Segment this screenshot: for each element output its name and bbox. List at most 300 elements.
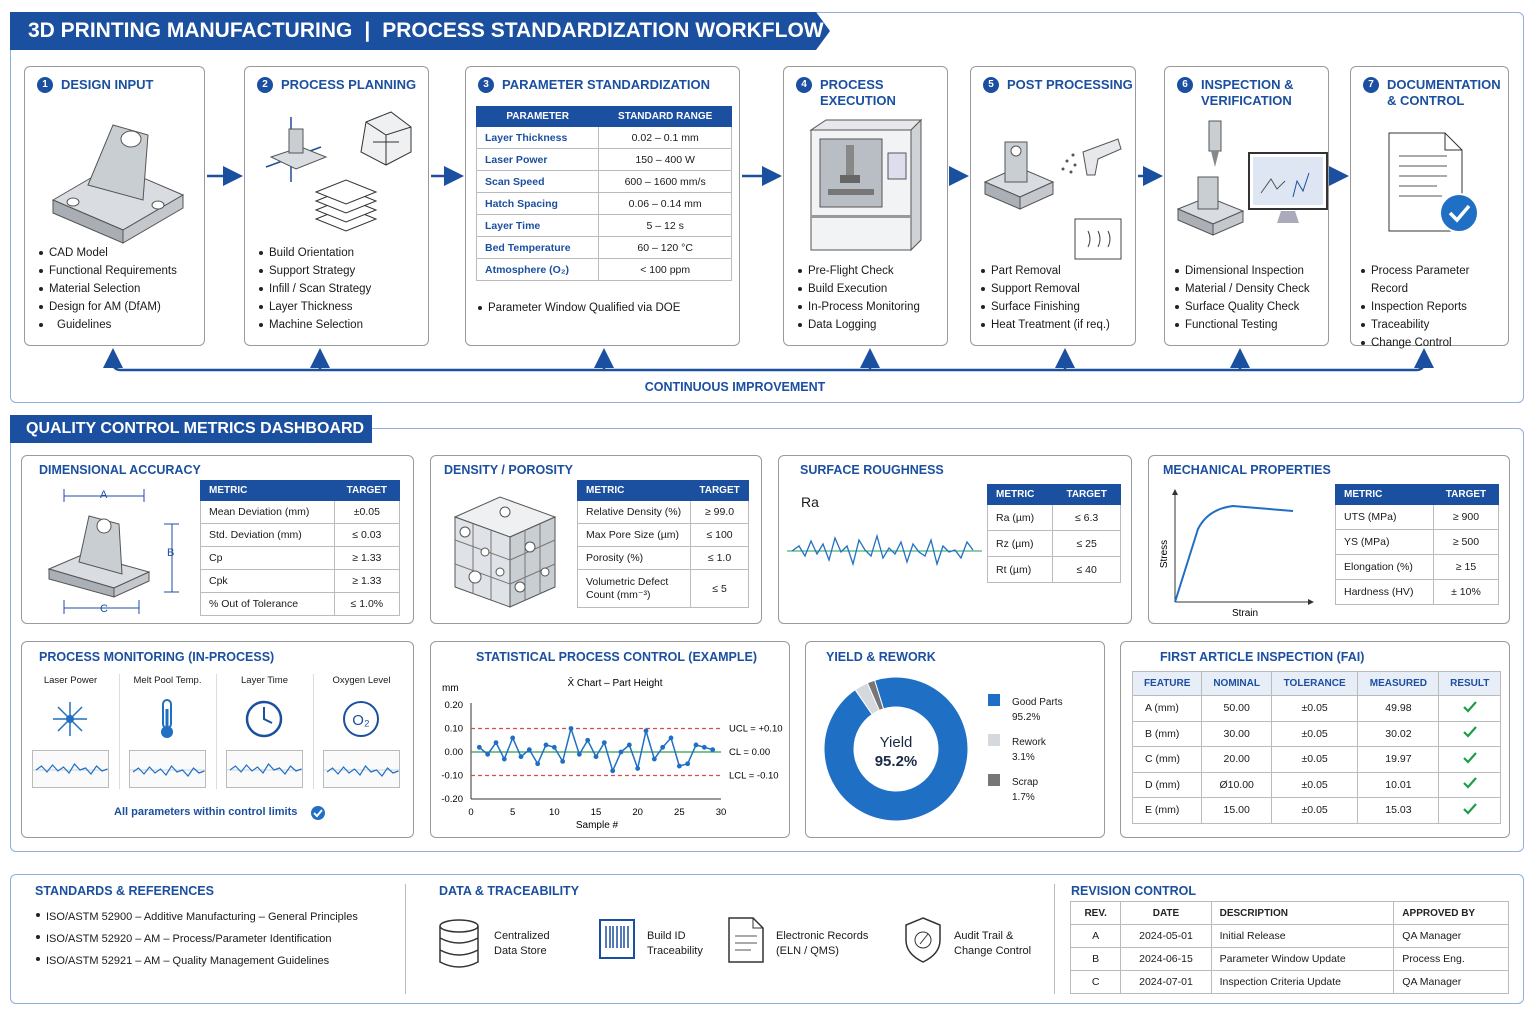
data-point <box>477 745 482 750</box>
panel-title: DENSITY / POROSITY <box>444 463 573 477</box>
list-item: Functional Testing <box>1173 316 1310 334</box>
electronic-record-icon <box>727 916 767 966</box>
x-tick-label: 15 <box>590 807 602 818</box>
reference-line-label: CL = 0.00 <box>729 747 771 758</box>
data-point <box>544 743 549 748</box>
x-tick-label: 20 <box>632 807 643 818</box>
data-point <box>635 766 640 771</box>
sensor-trend-chart <box>226 750 303 788</box>
sensor-trend-chart <box>129 750 206 788</box>
data-point <box>602 740 607 745</box>
list-item: In-Process Monitoring <box>796 298 920 316</box>
table-row <box>1336 580 1499 605</box>
sensor-label: Laser Power <box>43 675 98 686</box>
table-header: TARGET <box>1053 485 1121 505</box>
x-axis-label: Sample # <box>575 820 619 831</box>
clock-icon <box>244 697 284 741</box>
table-cell: Max Pore Size (µm) <box>578 524 691 547</box>
data-point <box>577 752 582 757</box>
table-header: METRIC <box>988 485 1053 505</box>
legend-name: Good Parts <box>1012 697 1063 708</box>
data-point <box>677 764 682 769</box>
table-cell: C <box>1071 971 1121 994</box>
panel-title: STATISTICAL PROCESS CONTROL (EXAMPLE) <box>476 650 758 664</box>
trace-item-records <box>776 929 868 959</box>
x-tick-label: 25 <box>674 807 685 818</box>
panel-title: DIMENSIONAL ACCURACY <box>39 463 201 477</box>
table-cell: Ø10.00 <box>1202 772 1272 798</box>
table-row <box>1336 505 1499 530</box>
title-subtitle: PROCESS STANDARDIZATION WORKFLOW <box>382 19 824 42</box>
data-point <box>644 728 649 733</box>
trace-item-data-store <box>494 929 550 959</box>
step-number: 2 <box>257 77 273 93</box>
list-item: Infill / Scan Strategy <box>257 280 371 298</box>
data-point <box>494 740 499 745</box>
table-cell: Scan Speed <box>477 171 599 193</box>
table-cell: QA Manager <box>1394 971 1509 994</box>
y-axis-label: Stress <box>1159 539 1170 569</box>
table-cell: ≥ 1.33 <box>334 570 399 593</box>
table-cell: ≤ 0.03 <box>334 524 399 547</box>
table-cell: Layer Thickness <box>477 127 599 149</box>
table-cell: ≤ 25 <box>1053 531 1121 557</box>
surface-roughness-panel <box>778 455 1132 624</box>
table-cell: 150 – 400 W <box>599 149 732 171</box>
table-header: RESULT <box>1439 672 1501 696</box>
table-cell: UTS (MPa) <box>1336 505 1434 530</box>
trace-label: Electronic Records <box>776 930 869 942</box>
cell-text: Volumetric Defect <box>586 575 669 588</box>
list-item: Heat Treatment (if req.) <box>979 316 1110 334</box>
data-point <box>610 768 615 773</box>
stress-strain-curve <box>1153 484 1323 624</box>
dim-a-label: A <box>100 489 108 501</box>
data-point <box>535 761 540 766</box>
step-number: 5 <box>983 77 999 93</box>
list-item: Machine Selection <box>257 316 371 334</box>
sensor-trend-chart <box>323 750 400 788</box>
list-item: Process Parameter Record <box>1359 262 1508 298</box>
y-tick-label: 0.10 <box>444 723 463 735</box>
list-item: Support Strategy <box>257 262 371 280</box>
data-point <box>710 747 715 752</box>
panel-title: MECHANICAL PROPERTIES <box>1163 463 1331 477</box>
result-cell <box>1439 747 1501 773</box>
table-row <box>1336 555 1499 580</box>
table-row <box>1133 721 1501 747</box>
sensor-divider <box>313 674 314 789</box>
table-cell: ±0.05 <box>1271 772 1357 798</box>
table-row <box>201 524 400 547</box>
data-point <box>594 754 599 759</box>
table-row <box>988 531 1121 557</box>
table-cell: Process Eng. <box>1394 948 1509 971</box>
dimensional-accuracy-panel <box>21 455 414 624</box>
title-main: 3D PRINTING MANUFACTURING <box>28 19 353 42</box>
table-cell: ≥ 500 <box>1433 530 1498 555</box>
list-item: Material / Density Check <box>1173 280 1310 298</box>
table-row <box>578 524 749 547</box>
sensor-label: Melt Pool Temp. <box>133 675 202 686</box>
table-row <box>1071 948 1509 971</box>
table-header: DATE <box>1121 902 1211 925</box>
table-cell: % Out of Tolerance <box>201 593 335 616</box>
data-point <box>585 738 590 743</box>
table-cell: ±0.05 <box>1271 747 1357 773</box>
fai-table <box>1132 671 1501 824</box>
legend-swatch <box>988 774 1000 786</box>
database-icon <box>437 918 483 970</box>
dimensional-metric-table <box>200 480 400 616</box>
o2-symbol: O₂ <box>352 712 370 729</box>
step-title-line2: & CONTROL <box>1387 93 1465 108</box>
status-text: All parameters within control limits <box>114 806 298 818</box>
workflow-arrows <box>0 0 1536 400</box>
list-item: Dimensional Inspection <box>1173 262 1310 280</box>
trace-label: Change Control <box>954 945 1032 957</box>
data-point <box>510 736 515 741</box>
table-cell: 50.00 <box>1202 696 1272 722</box>
cell-text: ≤ 5 <box>691 570 749 608</box>
table-cell: Std. Deviation (mm) <box>201 524 335 547</box>
list-item: Part Removal <box>979 262 1110 280</box>
result-cell <box>1439 696 1501 722</box>
oxygen-icon <box>341 697 381 741</box>
trace-label: Audit Trail & <box>954 930 1014 942</box>
table-row <box>1336 530 1499 555</box>
step-number: 7 <box>1363 77 1379 93</box>
data-point <box>527 747 532 752</box>
legend-swatch <box>988 734 1000 746</box>
table-cell: ±0.05 <box>334 501 399 524</box>
sensor-label: Oxygen Level <box>332 675 391 686</box>
spc-chart <box>431 642 791 839</box>
revision-table <box>1070 901 1509 994</box>
data-point <box>685 761 690 766</box>
y-axis-unit: mm <box>442 683 459 694</box>
legend-name: Rework <box>1012 737 1046 748</box>
table-cell: 30.00 <box>1202 721 1272 747</box>
list-item: ISO/ASTM 52900 – Additive Manufacturing – General Principles <box>34 906 358 928</box>
legend-swatch <box>988 694 1000 706</box>
table-cell: 10.01 <box>1358 772 1439 798</box>
pass-check-icon <box>1462 776 1478 790</box>
table-cell: ≥ 15 <box>1433 555 1498 580</box>
table-header: TARGET <box>1433 485 1498 505</box>
doe-note: Parameter Window Qualified via DOE <box>476 299 680 317</box>
x-tick-label: 5 <box>510 807 516 818</box>
table-cell: Parameter Window Update <box>1211 948 1394 971</box>
y-tick-label: -0.20 <box>441 794 463 805</box>
legend-value: 1.7% <box>1012 792 1035 803</box>
step-title: PROCESS PLANNING <box>281 77 417 92</box>
table-cell: Relative Density (%) <box>578 501 691 524</box>
title-separator: | <box>364 19 371 42</box>
table-cell: Rz (µm) <box>988 531 1053 557</box>
table-cell: 0.06 – 0.14 mm <box>599 193 732 215</box>
list-item: Material Selection <box>37 280 177 298</box>
step-title: PROCESS EXECUTION <box>820 77 896 108</box>
list-item: Build Execution <box>796 280 920 298</box>
reference-line-label: UCL = +0.10 <box>729 723 783 735</box>
step-title: POST PROCESSING <box>1007 77 1133 92</box>
standards-list <box>34 906 358 972</box>
table-cell: Laser Power <box>477 149 599 171</box>
table-cell: < 100 ppm <box>599 259 732 281</box>
table-cell: Elongation (%) <box>1336 555 1434 580</box>
x-tick-label: 10 <box>549 807 560 818</box>
table-cell: 15.00 <box>1202 798 1272 824</box>
table-cell: ±0.05 <box>1271 798 1357 824</box>
list-item: Data Logging <box>796 316 920 334</box>
table-header: METRIC <box>1336 485 1434 505</box>
step-number: 6 <box>1177 77 1193 93</box>
spc-panel <box>430 641 790 838</box>
thermometer-icon <box>147 697 187 741</box>
table-row <box>1133 747 1501 773</box>
table-row <box>1133 798 1501 824</box>
data-point <box>485 752 490 757</box>
table-cell: ≤ 1.0% <box>334 593 399 616</box>
sensor-divider <box>119 674 120 789</box>
legend-item <box>1012 735 1046 765</box>
density-porosity-panel <box>430 455 762 624</box>
table-row <box>201 501 400 524</box>
table-header: FEATURE <box>1133 672 1202 696</box>
table-cell: Bed Temperature <box>477 237 599 259</box>
data-point <box>519 754 524 759</box>
table-header: APPROVED BY <box>1394 902 1509 925</box>
table-row <box>201 593 400 616</box>
table-cell: ≥ 99.0 <box>691 501 749 524</box>
sensor-trend-chart <box>32 750 109 788</box>
dim-b-label: B <box>167 547 175 559</box>
list-item: Layer Thickness <box>257 298 371 316</box>
list-item: Support Removal <box>979 280 1110 298</box>
step-title-line1: DOCUMENTATION <box>1387 77 1501 92</box>
table-row <box>201 570 400 593</box>
result-cell <box>1439 772 1501 798</box>
table-cell: ±0.05 <box>1271 696 1357 722</box>
step-title-line2: VERIFICATION <box>1201 93 1292 108</box>
panel-title: SURFACE ROUGHNESS <box>800 463 944 477</box>
shield-icon <box>902 916 944 964</box>
table-cell: 60 – 120 °C <box>599 237 732 259</box>
mechanical-properties-panel <box>1148 455 1510 624</box>
table-cell: Porosity (%) <box>578 547 691 570</box>
table-cell: Rt (µm) <box>988 557 1053 583</box>
step-title: DESIGN INPUT <box>61 77 154 92</box>
panel-title: PROCESS MONITORING (IN-PROCESS) <box>39 650 275 664</box>
table-row <box>1071 925 1509 948</box>
table-cell: A <box>1071 925 1121 948</box>
list-item: Inspection Reports <box>1359 298 1508 316</box>
table-row <box>988 505 1121 531</box>
sensor-label: Layer Time <box>241 675 288 686</box>
step-title-line1: INSPECTION & <box>1201 77 1294 92</box>
pass-check-icon <box>1462 751 1478 765</box>
process-monitoring-panel <box>21 641 414 838</box>
table-cell: 2024-05-01 <box>1121 925 1211 948</box>
table-cell: 0.02 – 0.1 mm <box>599 127 732 149</box>
step-number: 3 <box>478 77 494 93</box>
list-item: Build Orientation <box>257 244 371 262</box>
table-cell: 5 – 12 s <box>599 215 732 237</box>
table-row <box>578 501 749 524</box>
table-cell: 600 – 1600 mm/s <box>599 171 732 193</box>
table-row <box>1133 696 1501 722</box>
table-header: TOLERANCE <box>1271 672 1357 696</box>
list-item: Traceability <box>1359 316 1508 334</box>
barcode-icon <box>598 918 638 962</box>
ra-label: Ra <box>801 494 819 510</box>
trace-label: Centralized <box>494 930 550 942</box>
table-cell: 2024-07-01 <box>1121 971 1211 994</box>
list-item: Design for AM (DfAM) <box>37 298 177 316</box>
laser-burst-icon <box>50 697 90 741</box>
trace-item-build-id <box>647 929 703 959</box>
table-cell: C (mm) <box>1133 747 1202 773</box>
table-cell: ≤ 100 <box>691 524 749 547</box>
legend-item <box>1012 695 1063 725</box>
trace-label: (ELN / QMS) <box>776 945 839 957</box>
table-cell: 30.02 <box>1358 721 1439 747</box>
dimension-drawing-icon <box>44 484 204 619</box>
table-cell: B (mm) <box>1133 721 1202 747</box>
data-point <box>669 736 674 741</box>
step-title: PARAMETER STANDARDIZATION <box>502 77 710 92</box>
pass-check-icon <box>1462 802 1478 816</box>
density-metric-table <box>577 480 749 608</box>
panel-title: YIELD & REWORK <box>826 650 936 664</box>
table-cell: Hardness (HV) <box>1336 580 1434 605</box>
list-item: Functional Requirements <box>37 262 177 280</box>
data-point <box>560 759 565 764</box>
pass-check-icon <box>1462 700 1478 714</box>
chart-title: X̄ Chart – Part Height <box>567 678 663 689</box>
y-tick-label: 0.00 <box>444 747 463 758</box>
table-row <box>988 557 1121 583</box>
cell-text: Count (mm⁻³) <box>586 588 651 601</box>
reference-line-label: LCL = -0.10 <box>729 770 779 782</box>
step-number: 1 <box>37 77 53 93</box>
data-point <box>652 757 657 762</box>
sensor-divider <box>216 674 217 789</box>
yield-center-label <box>846 733 946 771</box>
trace-label: Traceability <box>647 945 703 957</box>
dashboard-title: QUALITY CONTROL METRICS DASHBOARD <box>26 420 365 437</box>
table-cell: Cpk <box>201 570 335 593</box>
yield-rework-panel <box>805 641 1105 838</box>
dim-c-label: C <box>100 603 108 615</box>
fai-panel <box>1120 641 1510 838</box>
list-item: CAD Model <box>37 244 177 262</box>
table-cell: YS (MPa) <box>1336 530 1434 555</box>
table-header: STANDARD RANGE <box>599 107 732 127</box>
list-item: Pre-Flight Check <box>796 262 920 280</box>
table-cell: 15.03 <box>1358 798 1439 824</box>
table-cell: Initial Release <box>1211 925 1394 948</box>
table-row <box>1133 772 1501 798</box>
table-cell: Hatch Spacing <box>477 193 599 215</box>
panel-title: FIRST ARTICLE INSPECTION (FAI) <box>1160 650 1365 664</box>
table-cell: ± 10% <box>1433 580 1498 605</box>
table-cell: E (mm) <box>1133 798 1202 824</box>
traceability-title: DATA & TRACEABILITY <box>439 884 580 898</box>
list-item: Change Control <box>1359 334 1508 352</box>
result-cell <box>1439 798 1501 824</box>
table-cell: 2024-06-15 <box>1121 948 1211 971</box>
table-header: PARAMETER <box>477 107 599 127</box>
table-cell: 49.98 <box>1358 696 1439 722</box>
trace-label: Build ID <box>647 930 686 942</box>
table-cell: 19.97 <box>1358 747 1439 773</box>
porosity-cube-icon <box>445 492 567 612</box>
table-cell: ±0.05 <box>1271 721 1357 747</box>
table-cell: ≤ 6.3 <box>1053 505 1121 531</box>
table-row <box>578 547 749 570</box>
x-axis-label: Strain <box>1231 608 1259 619</box>
yield-center-title: Yield <box>879 734 913 751</box>
result-cell <box>1439 721 1501 747</box>
table-header: TARGET <box>691 481 749 501</box>
footer-divider <box>405 884 406 994</box>
mechanical-metric-table <box>1335 484 1499 605</box>
table-cell: Atmosphere (O₂) <box>477 259 599 281</box>
table-cell: ≤ 1.0 <box>691 547 749 570</box>
table-cell: B <box>1071 948 1121 971</box>
revision-title: REVISION CONTROL <box>1071 884 1197 898</box>
pass-check-icon <box>1462 725 1478 739</box>
y-tick-label: -0.10 <box>441 770 463 782</box>
x-tick-label: 30 <box>715 807 727 818</box>
table-cell: ≥ 900 <box>1433 505 1498 530</box>
table-cell: Layer Time <box>477 215 599 237</box>
table-row <box>1071 971 1509 994</box>
legend-value: 95.2% <box>1012 712 1041 723</box>
step-number: 4 <box>796 77 812 93</box>
table-cell: Cp <box>201 547 335 570</box>
data-point <box>502 757 507 762</box>
table-header: DESCRIPTION <box>1211 902 1394 925</box>
data-point <box>619 750 624 755</box>
list-item: Guidelines <box>37 316 177 334</box>
trace-label: Data Store <box>494 945 547 957</box>
table-header: METRIC <box>578 481 691 501</box>
trace-item-audit <box>954 929 1031 959</box>
data-point <box>552 745 557 750</box>
data-point <box>660 745 665 750</box>
footer-divider <box>1054 884 1055 994</box>
list-item: ISO/ASTM 52920 – AM – Process/Parameter Identification <box>34 928 358 950</box>
table-header: TARGET <box>334 481 399 501</box>
list-item: Surface Quality Check <box>1173 298 1310 316</box>
table-cell: 20.00 <box>1202 747 1272 773</box>
check-circle-icon <box>310 805 326 821</box>
table-cell: A (mm) <box>1133 696 1202 722</box>
table-cell: ≤ 40 <box>1053 557 1121 583</box>
data-point <box>702 745 707 750</box>
legend-value: 3.1% <box>1012 752 1035 763</box>
surface-metric-table <box>987 484 1121 583</box>
standards-title: STANDARDS & REFERENCES <box>35 884 214 898</box>
table-row <box>201 547 400 570</box>
data-point <box>627 743 632 748</box>
table-cell: D (mm) <box>1133 772 1202 798</box>
x-tick-label: 0 <box>468 807 474 818</box>
legend-item <box>1012 775 1038 805</box>
